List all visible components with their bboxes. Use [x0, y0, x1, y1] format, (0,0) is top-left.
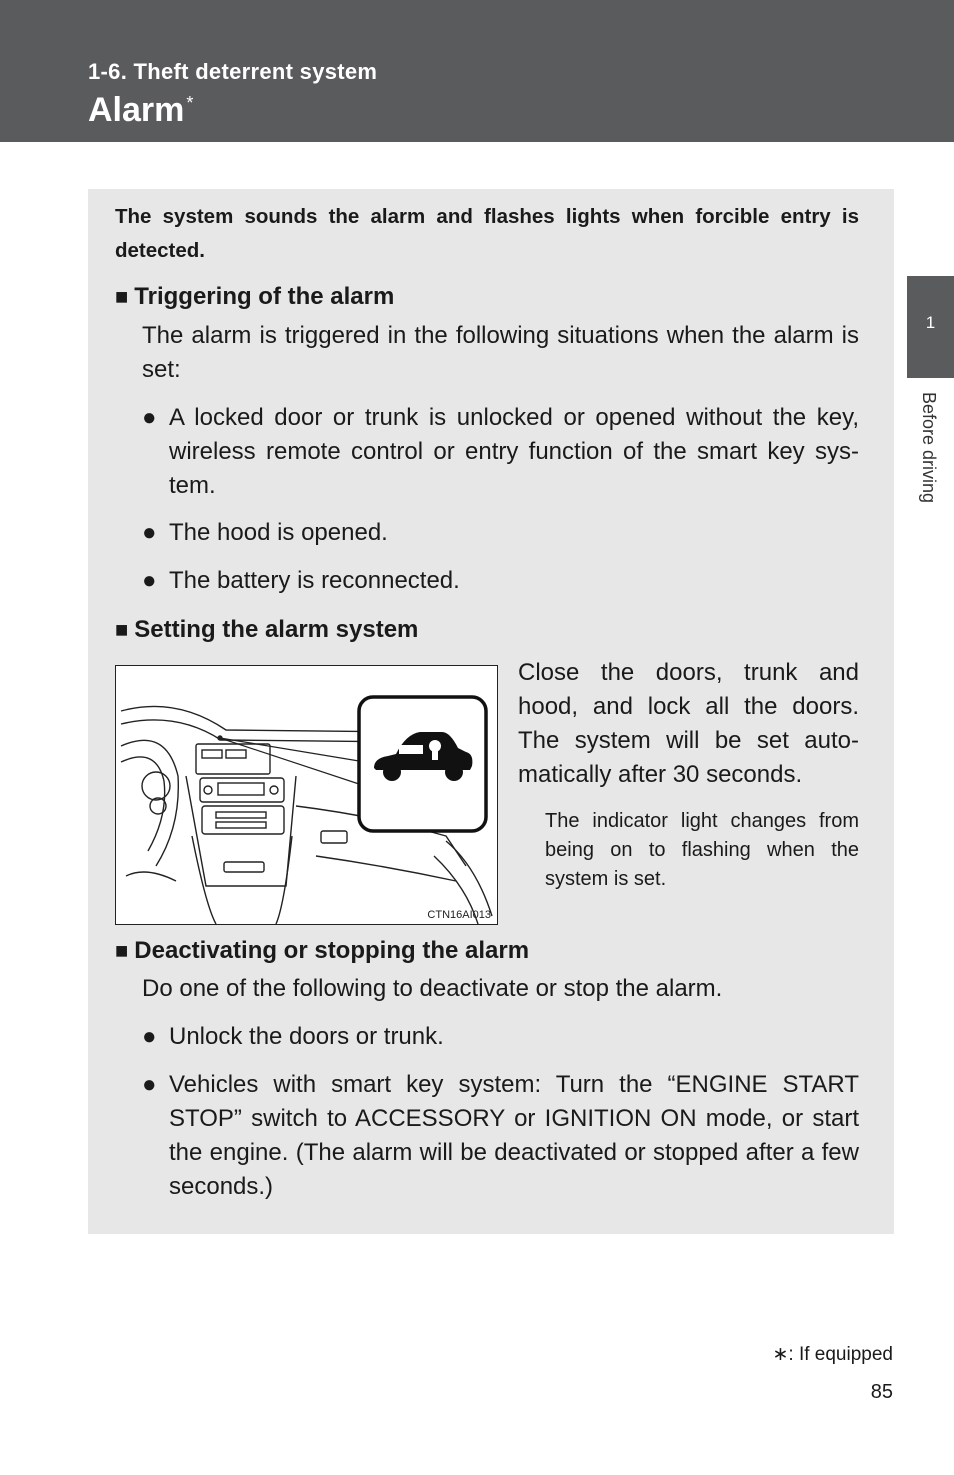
list-item — [142, 516, 859, 550]
dashboard-illustration — [115, 665, 498, 925]
list-item — [142, 1020, 859, 1054]
page-title-text: Alarm — [88, 91, 185, 129]
list-item-text: Vehicles with smart key system: Turn the “ENGINE START STOP” switch to ACCESSORY or IGNITION ON mode, or start the engine. (The alarm will be deactivated or stopped after a few seconds.) — [169, 1071, 859, 1200]
bullet-icon: ● — [142, 404, 157, 431]
list-item — [142, 564, 859, 598]
if-equipped-mark: * — [186, 93, 194, 113]
heading-text: Setting the alarm system — [134, 616, 419, 643]
bullet-icon: ● — [142, 1071, 157, 1098]
bullet-icon: ● — [142, 567, 157, 594]
heading-deactivating — [115, 937, 529, 965]
page-number: 85 — [870, 1381, 893, 1403]
heading-text: Triggering of the alarm — [134, 283, 395, 310]
intro-text: The system sounds the alarm and flashes lights when forcible entry is detected. — [115, 205, 859, 262]
chapter-tab — [907, 276, 954, 378]
list-item-text: The battery is reconnected. — [169, 567, 460, 594]
list-item-text: The hood is opened. — [169, 519, 388, 546]
list-item — [142, 1068, 859, 1204]
section-label: 1-6. Theft deterrent system — [88, 59, 378, 84]
heading-setting — [115, 616, 418, 644]
setting-note: The indicator light changes from being on to flashing when the system is set. — [545, 810, 859, 890]
triggering-text: The alarm is triggered in the following situations when the alarm is set: — [142, 322, 859, 383]
section-marker: ■ — [115, 617, 129, 642]
section-marker: ■ — [115, 284, 129, 309]
setting-text: Close the doors, trunk and hood, and lock all the doors. The system will be set auto-matically after 30 seconds. — [518, 659, 859, 788]
chapter-number: 1 — [925, 313, 936, 332]
deactivating-text: Do one of the following to deactivate or stop the alarm. — [142, 975, 723, 1002]
list-item — [142, 401, 859, 503]
bullet-icon: ● — [142, 1023, 157, 1050]
footnote: ∗: If equipped — [772, 1344, 893, 1365]
chapter-label: Before driving — [919, 392, 939, 504]
list-item-text: Unlock the doors or trunk. — [169, 1023, 444, 1050]
dashboard-drawing — [116, 666, 497, 924]
heading-triggering — [115, 283, 394, 311]
bullet-icon: ● — [142, 519, 157, 546]
heading-text: Deactivating or stopping the alarm — [134, 937, 530, 964]
page-header — [0, 0, 954, 142]
page-title — [88, 91, 193, 130]
figure-code: CTN16AI013 — [427, 909, 491, 921]
section-marker: ■ — [115, 938, 129, 963]
list-item-text: A locked door or trunk is unlocked or opened without the key, wireless remote control or entry function of the smart key sys-tem. — [169, 404, 859, 499]
